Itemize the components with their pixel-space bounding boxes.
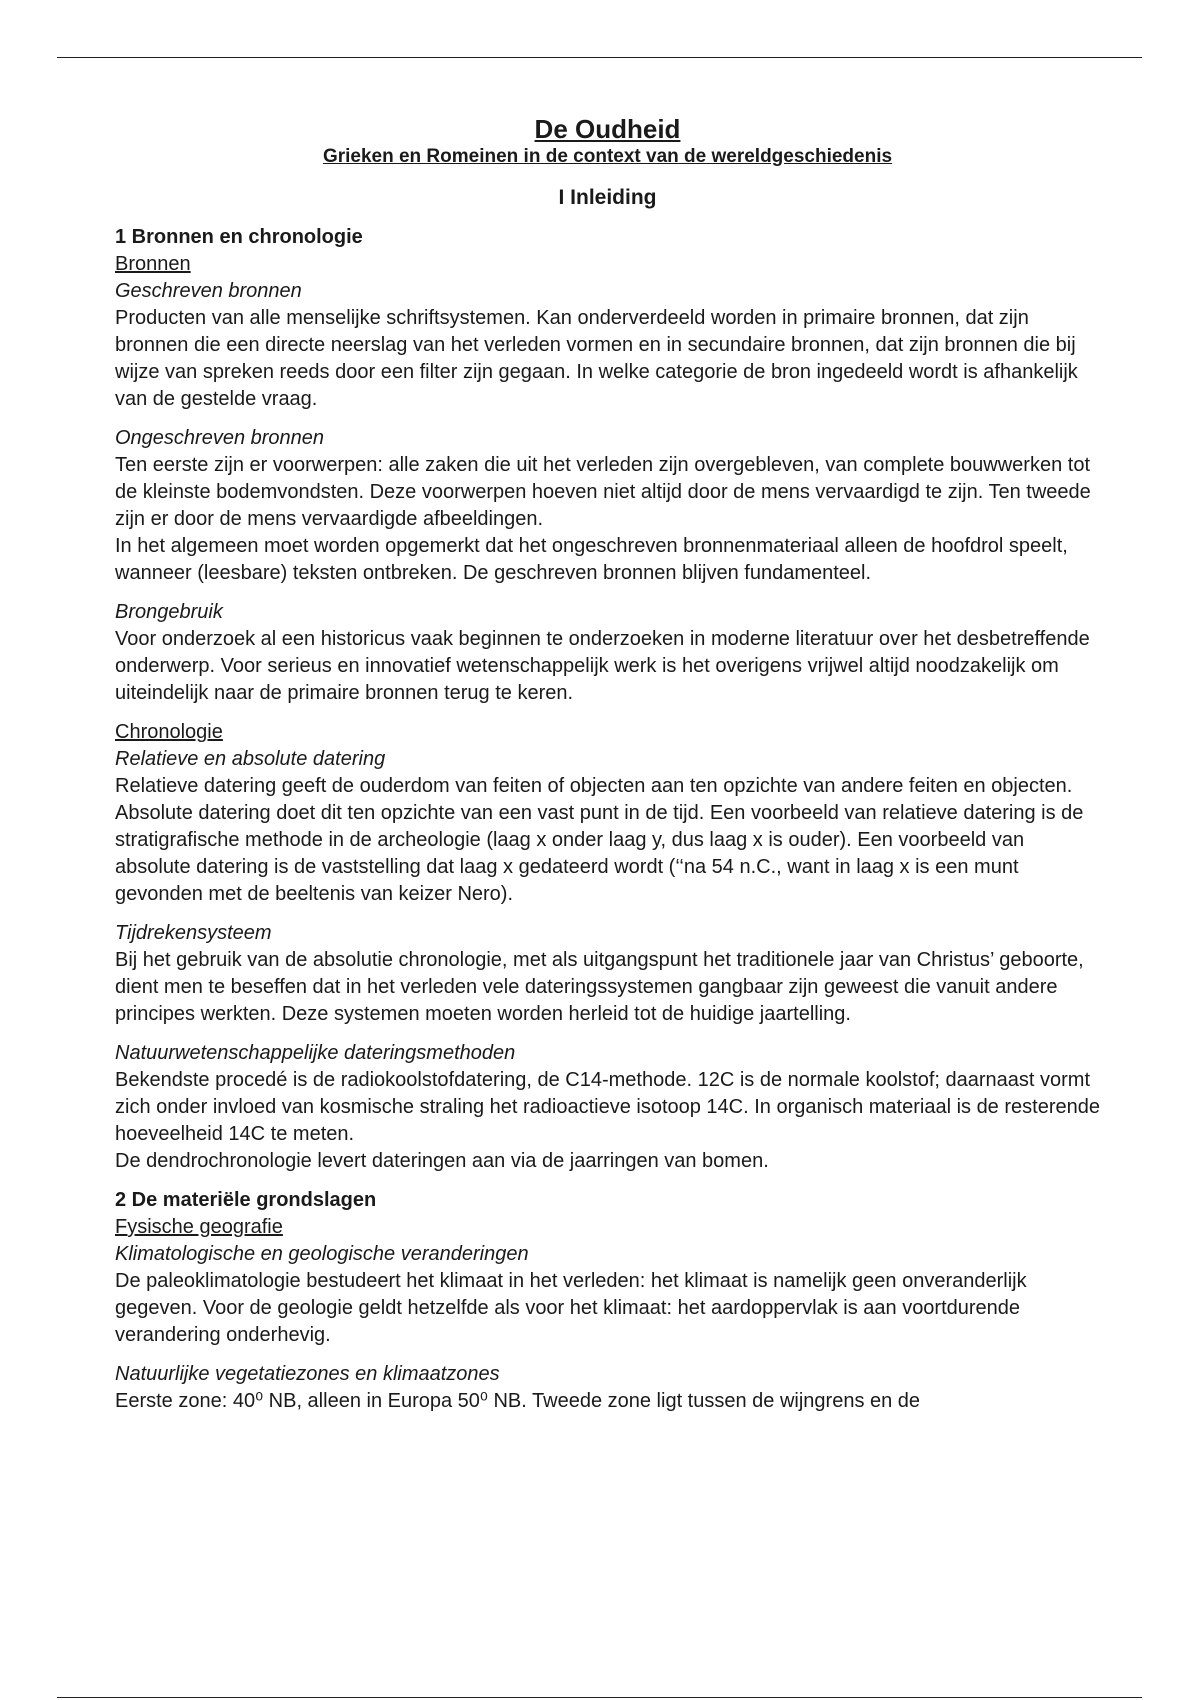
section-heading-2: 2 De materiële grondslagen: [115, 1189, 377, 1211]
topic-tijdrekensysteem: Tijdrekensysteem: [115, 922, 272, 944]
paragraph-ongeschreven-bronnen-2: In het algemeen moet worden opgemerkt dat het ongeschreven bronnenmateriaal alleen de hoofdrol speelt, wanneer (leesbare) teksten ontbreken. De geschreven bronnen blijven fundamenteel.: [115, 535, 1068, 584]
topic-ongeschreven-bronnen: Ongeschreven bronnen: [115, 427, 325, 449]
subheading-bronnen: Bronnen: [115, 253, 191, 275]
topic-vegetatiezones: Natuurlijke vegetatiezones en klimaatzones: [115, 1363, 500, 1385]
topic-natuurwetenschappelijke-datering: Natuurwetenschappelijke dateringsmethoden: [115, 1042, 516, 1064]
document-subtitle: Grieken en Romeinen in de context van de wereldgeschiedenis: [322, 146, 893, 167]
document-page: [115, 112, 1100, 1415]
document-title: De Oudheid: [534, 114, 681, 144]
paragraph-natuurwetenschappelijke-datering-1: Bekendste procedé is de radiokoolstofdatering, de C14-methode. 12C is de normale koolstof; daarnaast vormt zich onder invloed van kosmische straling het radioactieve isotoop 14C. In organisch materiaal is de resterende hoeveelheid 14C te meten.: [115, 1069, 1100, 1145]
paragraph-ongeschreven-bronnen-1: Ten eerste zijn er voorwerpen: alle zaken die uit het verleden zijn overgebleven, van complete bouwwerken tot de kleinste bodemvondsten. Deze voorwerpen hoeven niet altijd door de mens vervaardigd te zijn. Ten tweede zijn er door de mens vervaardigde afbeeldingen.: [115, 454, 1091, 530]
chapter-heading: I Inleiding: [558, 186, 657, 209]
paragraph-geschreven-bronnen: Producten van alle menselijke schriftsystemen. Kan onderverdeeld worden in primaire bronnen, dat zijn bronnen die een directe neerslag van het verleden vormen en in secundaire bronnen, dat zijn bronnen die bij wijze van spreken reeds door een filter zijn gegaan. In welke categorie de bron ingedeeld wordt is afhankelijk van de gestelde vraag.: [115, 307, 1078, 410]
paragraph-tijdrekensysteem: Bij het gebruik van de absolutie chronologie, met als uitgangspunt het traditionele jaar van Christus’ geboorte, dient men te beseffen dat in het verleden vele dateringssystemen gangbaar zijn geweest die vanuit andere principes werkten. Deze systemen moeten worden herleid tot de huidige jaartelling.: [115, 949, 1084, 1025]
topic-klimaat-geologie: Klimatologische en geologische veranderingen: [115, 1243, 529, 1265]
subheading-fysische-geografie: Fysische geografie: [115, 1216, 283, 1238]
paragraph-klimaat-geologie: De paleoklimatologie bestudeert het klimaat in het verleden: het klimaat is namelijk geen onveranderlijk gegeven. Voor de geologie geldt hetzelfde als voor het klimaat: het aardoppervlak is aan voortdurende verandering onderhevig.: [115, 1270, 1027, 1346]
paragraph-vegetatiezones: Eerste zone: 40⁰ NB, alleen in Europa 50⁰ NB. Tweede zone ligt tussen de wijngrens en de: [115, 1390, 921, 1412]
paragraph-datering: Relatieve datering geeft de ouderdom van feiten of objecten aan ten opzichte van andere feiten en objecten. Absolute datering doet dit ten opzichte van een vast punt in de tijd. Een voorbeeld van relatieve datering is de stratigrafische methode in de archeologie (laag x onder laag y, dus laag x is ouder). Een voorbeeld van absolute datering is de vaststelling dat laag x gedateerd wordt (‘‘na 54 n.C., want in laag x is een munt gevonden met de beeltenis van keizer Nero).: [115, 775, 1084, 905]
paragraph-brongebruik: Voor onderzoek al een historicus vaak beginnen te onderzoeken in moderne literatuur over het desbetreffende onderwerp. Voor serieus en innovatief wetenschappelijk werk is het overigens vrijwel altijd noodzakelijk om uiteindelijk naar de primaire bronnen terug te keren.: [115, 628, 1090, 704]
topic-geschreven-bronnen: Geschreven bronnen: [115, 280, 302, 302]
section-heading-1: 1 Bronnen en chronologie: [115, 226, 363, 248]
topic-datering: Relatieve en absolute datering: [115, 748, 386, 770]
paragraph-natuurwetenschappelijke-datering-2: De dendrochronologie levert dateringen aan via de jaarringen van bomen.: [115, 1150, 769, 1172]
bottom-rule: [57, 1697, 1142, 1698]
subheading-chronologie: Chronologie: [115, 721, 223, 743]
topic-brongebruik: Brongebruik: [115, 601, 223, 623]
top-rule: [57, 57, 1142, 58]
